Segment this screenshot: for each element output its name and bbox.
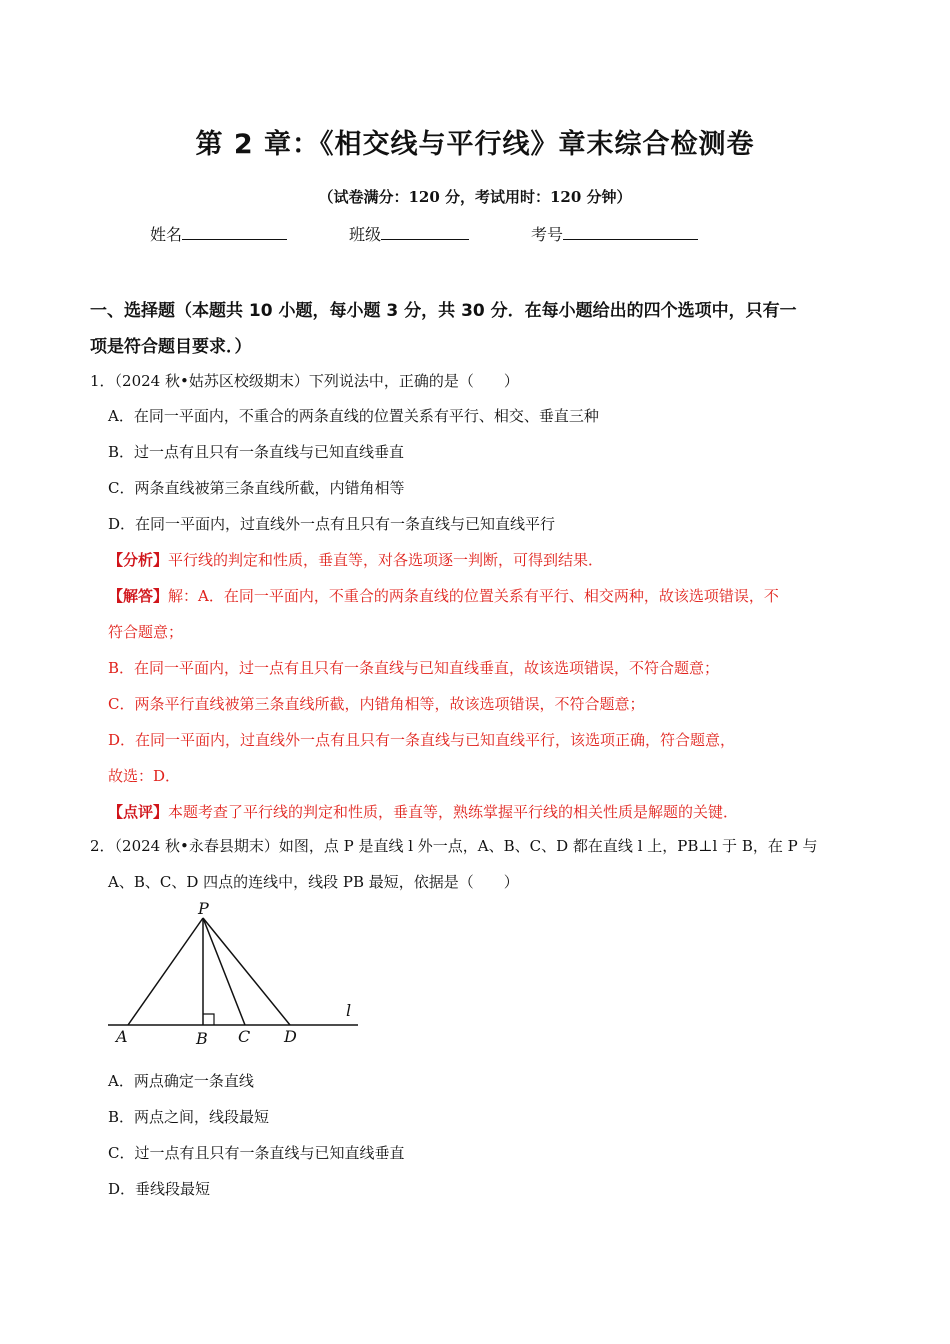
answer-choice: 故选：D． [108,767,181,785]
answer-d: D．在同一平面内，过直线外一点有且只有一条直线与已知直线平行，该选项正确，符合题意， [108,731,736,749]
label-p: P [198,899,209,918]
name-field[interactable] [150,222,287,245]
student-info-fields [150,222,770,245]
number-blank[interactable] [563,223,698,240]
comment-tag: 【点评】 [108,803,169,821]
q2-option-a[interactable]: A．两点确定一条直线 [108,1072,254,1090]
name-label: 姓名 [150,225,183,244]
q2-stem-line2: A、B、C、D 四点的连线中，线段 PB 最短，依据是（ ） [108,873,519,891]
answer-line1: 解：A．在同一平面内，不重合的两条直线的位置关系有平行、相交两种，故该选项错误，不 [168,587,779,605]
label-a: A [116,1027,128,1046]
q1-option-a[interactable]: A．在同一平面内，不重合的两条直线的位置关系有平行、相交、垂直三种 [108,407,599,425]
q1-option-d[interactable]: D．在同一平面内，过直线外一点有且只有一条直线与已知直线平行 [108,515,556,533]
section-heading-line2: 项是符合题目要求．） [90,337,252,357]
right-angle-mark [203,1014,214,1025]
label-c: C [238,1027,251,1046]
segment-pa [128,918,203,1025]
q2-option-b[interactable]: B．两点之间，线段最短 [108,1108,270,1126]
q1-stem: 1．（2024 秋•姑苏区校级期末）下列说法中，正确的是（ ） [90,372,519,390]
q1-answer [108,585,779,606]
q1-option-c[interactable]: C．两条直线被第三条直线所截，内错角相等 [108,479,405,497]
q1-comment [108,801,738,822]
exam-info: （试卷满分：120 分，考试用时：120 分钟） [318,188,632,206]
q2-figure [100,898,370,1050]
answer-line2: 符合题意； [108,623,184,641]
label-l: l [346,1001,352,1020]
section-heading-line1: 一、选择题（本题共 10 小题，每小题 3 分，共 30 分．在每小题给出的四个选项中，只有一 [90,301,797,321]
comment-text: 本题考查了平行线的判定和性质，垂直等，熟练掌握平行线的相关性质是解题的关键． [168,803,739,821]
q1-option-b[interactable]: B．过一点有且只有一条直线与已知直线垂直 [108,443,405,461]
number-label: 考号 [531,225,564,244]
q2-option-d[interactable]: D．垂线段最短 [108,1180,211,1198]
class-label: 班级 [349,225,382,244]
answer-b: B．在同一平面内，过一点有且只有一条直线与已知直线垂直，故该选项错误，不符合题意； [108,659,720,677]
analysis-tag: 【分析】 [108,551,169,569]
number-field[interactable] [531,222,698,245]
q2-stem-line1: 2．（2024 秋•永春县期末）如图，点 P 是直线 l 外一点，A、B、C、D 都在直线 l 上，PB⊥l 于 B，在 P 与 [90,837,818,855]
label-b: B [196,1029,208,1048]
name-blank[interactable] [182,223,287,240]
q1-analysis [108,549,603,570]
segment-pc [203,918,245,1025]
class-field[interactable] [349,222,469,245]
label-d: D [284,1027,297,1046]
segment-pd [203,918,290,1025]
class-blank[interactable] [381,223,469,240]
page-title: 第 2 章：《相交线与平行线》章末综合检测卷 [195,129,755,160]
answer-tag: 【解答】 [108,587,169,605]
analysis-text: 平行线的判定和性质，垂直等，对各选项逐一判断，可得到结果． [168,551,604,569]
answer-c: C．两条平行直线被第三条直线所截，内错角相等，故该选项错误，不符合题意； [108,695,645,713]
q2-option-c[interactable]: C．过一点有且只有一条直线与已知直线垂直 [108,1144,405,1162]
